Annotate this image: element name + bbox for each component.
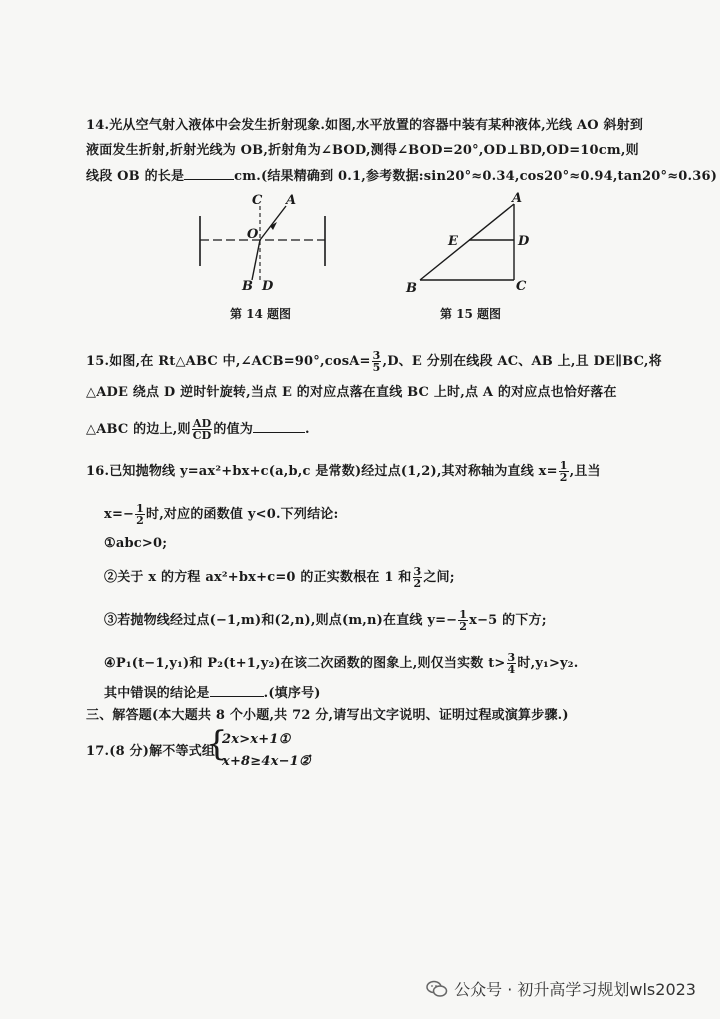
fig15-label-c: C (516, 279, 527, 294)
figure-15 (402, 188, 547, 298)
fig15-label-b: B (406, 281, 417, 296)
q16-line2 (104, 503, 338, 526)
q16-c4-rest: 时,y₁>y₂. (517, 656, 579, 671)
q16-axis-fraction (559, 460, 569, 483)
q17-prefix: 17.(8 分)解不等式组 (86, 744, 216, 759)
q15-line3 (86, 418, 310, 441)
q15-ratio-den: CD (192, 429, 212, 442)
q15-cos-den: 5 (372, 361, 381, 374)
q14-answer-blank (184, 167, 234, 180)
q17-eq1: 2x>x+1① (222, 732, 291, 747)
wechat-icon (426, 980, 448, 998)
q16-c3-fraction (458, 609, 468, 632)
q14-line1: 14.光从空气射入液体中会发生折射现象.如图,水平放置的容器中装有某种液体,光线 AO 斜射到 (86, 118, 644, 133)
q16-axis-num: 1 (559, 459, 568, 472)
q17-eq2: x+8≥4x−1② (222, 754, 311, 769)
q16-c2-rest: 之间; (423, 570, 455, 585)
fig14-caption: 第 14 题图 (230, 307, 292, 321)
q16-line2-rest: 时,对应的函数值 y<0.下列结论: (146, 507, 339, 522)
q16-tail-text: 其中错误的结论是 (104, 686, 210, 701)
q16-c4-den: 4 (507, 663, 516, 676)
q15-line3-text: △ABC 的边上,则 (86, 422, 191, 437)
fig14-label-o: O (247, 227, 259, 242)
q16-c4-fraction (507, 652, 517, 675)
q16-c3-rest: x−5 的下方; (469, 613, 547, 628)
q16-x-fraction (135, 503, 145, 526)
q14-line3 (86, 167, 717, 185)
q15-answer-blank (253, 420, 305, 433)
q16-line2-text: x=− (104, 507, 135, 522)
q16-line1-text: 16.已知抛物线 y=ax²+bx+c(a,b,c 是常数)经过点(1,2),其对称轴为直线 x= (86, 464, 558, 479)
fig14-label-a: A (286, 193, 297, 208)
q16-c2-den: 2 (413, 577, 422, 590)
q16-answer-blank (210, 684, 264, 697)
q15-line2: △ADE 绕点 D 逆时针旋转,当点 E 的对应点落在直线 BC 上时,点 A 的对应点也恰好落在 (86, 385, 617, 400)
q16-x-num: 1 (136, 502, 144, 515)
section-3-header: 三、解答题(本大题共 8 个小题,共 72 分,请写出文字说明、证明过程或演算步骤.) (86, 708, 569, 723)
q15-ratio-num: AD (192, 417, 212, 430)
fig15-label-e: E (448, 234, 458, 249)
q15-line3-mid: 的值为 (213, 422, 254, 437)
q14-line2: 液面发生折射,折射光线为 OB,折射角为∠BOD,测得∠BOD=20°,OD⊥BD,OD=10cm,则 (86, 143, 639, 158)
q15-line1-rest: ,D、E 分别在线段 AC、AB 上,且 DE∥BC,将 (382, 354, 662, 369)
q16-conclusion-2 (104, 566, 455, 589)
q15-line3-end: . (305, 422, 310, 437)
q16-c3-num: 1 (459, 608, 468, 621)
fig15-caption: 第 15 题图 (440, 307, 502, 321)
fig14-label-d: D (262, 279, 274, 294)
q14-line3-rest: cm.(结果精确到 0.1,参考数据:sin20°≈0.34,cos20°≈0.94,tan20°≈0.36) (234, 169, 718, 184)
fig15-label-a: A (512, 191, 523, 206)
q16-conclusion-4 (104, 652, 578, 675)
watermark (426, 977, 696, 1000)
q16-c2-text: ②关于 x 的方程 ax²+bx+c=0 的正实数根在 1 和 (104, 570, 412, 585)
q16-tail (104, 684, 321, 702)
q16-x-den: 2 (136, 514, 144, 527)
q16-line1 (86, 460, 601, 483)
fig14-label-b: B (242, 279, 253, 294)
q15-cos-fraction (372, 350, 382, 373)
q15-line1 (86, 350, 662, 373)
figure-14 (190, 188, 335, 298)
q16-conclusion-1: ①abc>0; (104, 536, 168, 551)
q17-end: . (308, 746, 313, 761)
watermark-text: 公众号 · 初升高学习规划wls2023 (454, 980, 696, 999)
q15-line1-text: 15.如图,在 Rt△ABC 中,∠ACB=90°,cosA= (86, 354, 371, 369)
q14-line3-text: 线段 OB 的长是 (86, 169, 185, 184)
q16-line1-rest: ,且当 (569, 464, 601, 479)
q16-c2-fraction (413, 566, 423, 589)
q16-conclusion-3 (104, 609, 547, 632)
q15-ratio-fraction (192, 418, 213, 441)
q16-c4-num: 3 (507, 651, 516, 664)
q16-c4-text: ④P₁(t−1,y₁)和 P₂(t+1,y₂)在该二次函数的图象上,则仅当实数 t> (104, 656, 506, 671)
q17-brace: { (206, 724, 228, 764)
q16-tail-rest: .(填序号) (263, 686, 321, 701)
q16-c3-den: 2 (459, 620, 468, 633)
fig14-label-c: C (252, 193, 263, 208)
q15-cos-num: 3 (372, 349, 381, 362)
fig15-label-d: D (518, 234, 530, 249)
q16-c2-num: 3 (413, 565, 422, 578)
q16-axis-den: 2 (559, 471, 568, 484)
q16-c3-text: ③若抛物线经过点(−1,m)和(2,n),则点(m,n)在直线 y=− (104, 613, 458, 628)
